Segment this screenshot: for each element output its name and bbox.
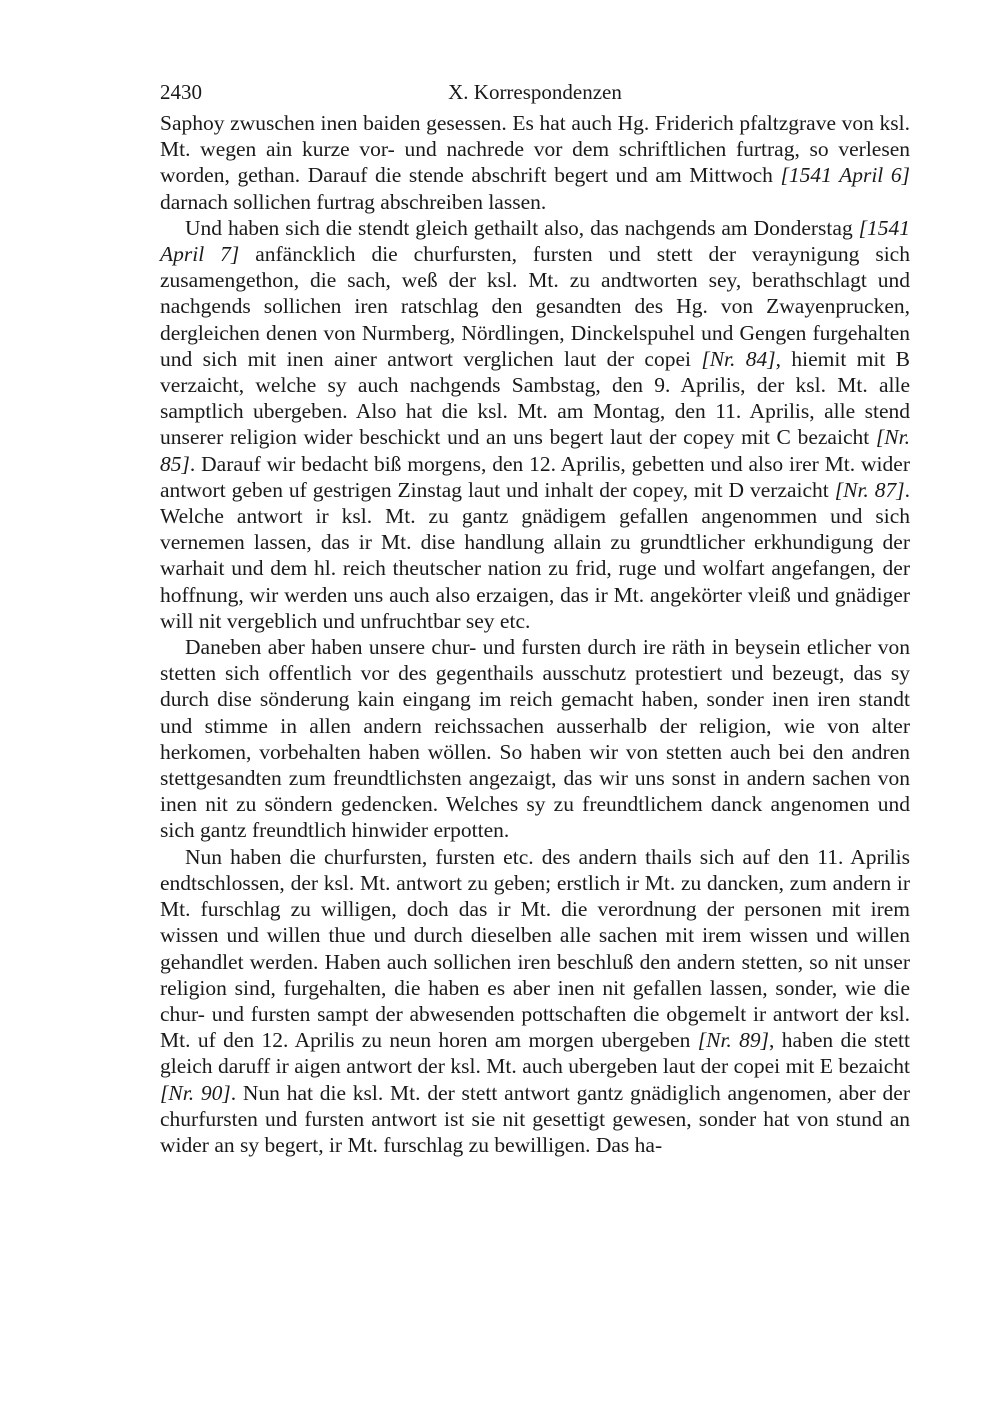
- text-run: . Welche antwort ir ksl. Mt. zu gantz gnädigem gefallen angenommen und sich vernemen lassen, das ir Mt. dise handlung allain zu grundtlicher erkhundigung der warhait und dem hl. reich theutscher nation zu frid, ruge und wolfart angefangen, der hoffnung, wir werden uns auch also erzaigen, das ir Mt. angekörter vleiß und gnädiger will nit vergeblich und unfruchtbar sey etc.: [160, 477, 910, 633]
- text-run: Und haben sich die stendt gleich gethailt also, das nachgends am Donderstag: [185, 215, 859, 240]
- text-run: Daneben aber haben unsere chur- und fursten durch ire räth in beysein etlicher von stetten sich offentlich vor des gegenthails ausschutz protestiert und bezeugt, das sy durch dise sönderung kain eingang im reich gemacht haben, sonder inen iren standt und stimme in allen andern reichssachen ausserhalb der religion, wie von alter herkomen, vorbehalten haben wöllen. So haben wir von stetten auch bei den andren stettgesandten zum freundtlichsten angezaigt, das wir uns sonst in andern sachen von inen nit zu söndern gedencken. Welches sy zu freundtlichem danck angenomen und sich gantz freundtlich hinwider erpotten.: [160, 635, 910, 843]
- date-reference: [1541 April 6]: [780, 163, 910, 188]
- body-text: [160, 110, 910, 1158]
- document-reference: [Nr. 87]: [834, 477, 905, 502]
- text-run: Nun haben die churfursten, fursten etc. des andern thails sich auf den 11. Aprilis endtschlossen, der ksl. Mt. antwort zu geben; erstlich ir Mt. zu dancken, zum andern ir Mt. furschlag zu willigen, doch das ir Mt. die verordnung der personen mit irem wissen und willen thue und durch dieselben alle sachen mit irem wissen und willen gehandlet werden. Haben auch sollichen iren beschluß den andern stetten, so nit unser religion sind, furgehalten, die haben es aber inen nit gefallen lassen, sonder, wie die chur- und fursten sampt der abwesenden pottschaften die obgemelt ir antwort der ksl. Mt. uf den 12. Aprilis zu neun horen am morgen ubergeben: [160, 844, 910, 1053]
- paragraph-4: [160, 844, 910, 1158]
- text-run: anfäncklich die churfursten, fursten und stett der veraynigung sich zusamengethon, die sach, weß der ksl. Mt. zu andtworten sey, berathschlagt und nachgends sollichen iren ratschlag den gesandten des Hg. von Zwayenprucken, dergleichen denen von Nurmberg, Nördlingen, Dinckelspuhel und Gengen furgehalten und sich mit inen ainer antwort verglichen laut der copei: [160, 242, 910, 371]
- text-run: . Darauf wir bedacht biß morgens, den 12. Aprilis, gebetten und also irer Mt. wider antwort geben uf gestrigen Zinstag laut und inhalt der copey, mit D verzaicht: [160, 451, 910, 502]
- text-run: darnach sollichen furtrag abschreiben lassen.: [160, 189, 547, 214]
- paragraph-1: [160, 110, 910, 215]
- page-number: 2430: [160, 80, 202, 104]
- document-reference: [Nr. 90]: [160, 1080, 231, 1105]
- document-reference: [Nr. 85]: [160, 425, 910, 476]
- document-reference: [Nr. 84]: [701, 346, 776, 371]
- document-reference: [Nr. 89]: [697, 1028, 770, 1053]
- text-run: , haben die stett gleich daruff ir aigen antwort der ksl. Mt. auch ubergeben laut der copei mit E bezaicht: [160, 1028, 910, 1079]
- text-run: , hiemit mit B verzaicht, welche sy auch nachgends Sambstag, den 9. Aprilis, der ksl. Mt. alle samptlich ubergeben. Also hat die ksl. Mt. am Montag, den 11. Aprilis, alle stend unserer religion wider beschickt und an uns begert laut der copey mit C bezaicht: [160, 346, 911, 450]
- text-run: . Nun hat die ksl. Mt. der stett antwort gantz gnädiglich angenomen, aber der churfursten und fursten antwort ist sie nit gesettigt gewesen, sonder hat von stund an wider an sy begert, ir Mt. furschlag zu bewilligen. Das ha-: [160, 1080, 911, 1157]
- paragraph-2: [160, 215, 910, 634]
- date-reference: [1541 April 7]: [160, 215, 910, 267]
- running-head: [160, 74, 910, 110]
- text-run: Saphoy zwuschen inen baiden gesessen. Es hat auch Hg. Friderich pfaltzgrave von ksl. Mt. wegen ain kurze vor- und nachrede vor dem schriftlichen furtrag, so verlesen worden, gethan. Darauf die stende abschrift begert und am Mittwoch: [160, 111, 910, 188]
- document-page: [160, 74, 910, 1158]
- running-title: X. Korrespondenzen: [448, 80, 622, 104]
- paragraph-3: [160, 634, 910, 844]
